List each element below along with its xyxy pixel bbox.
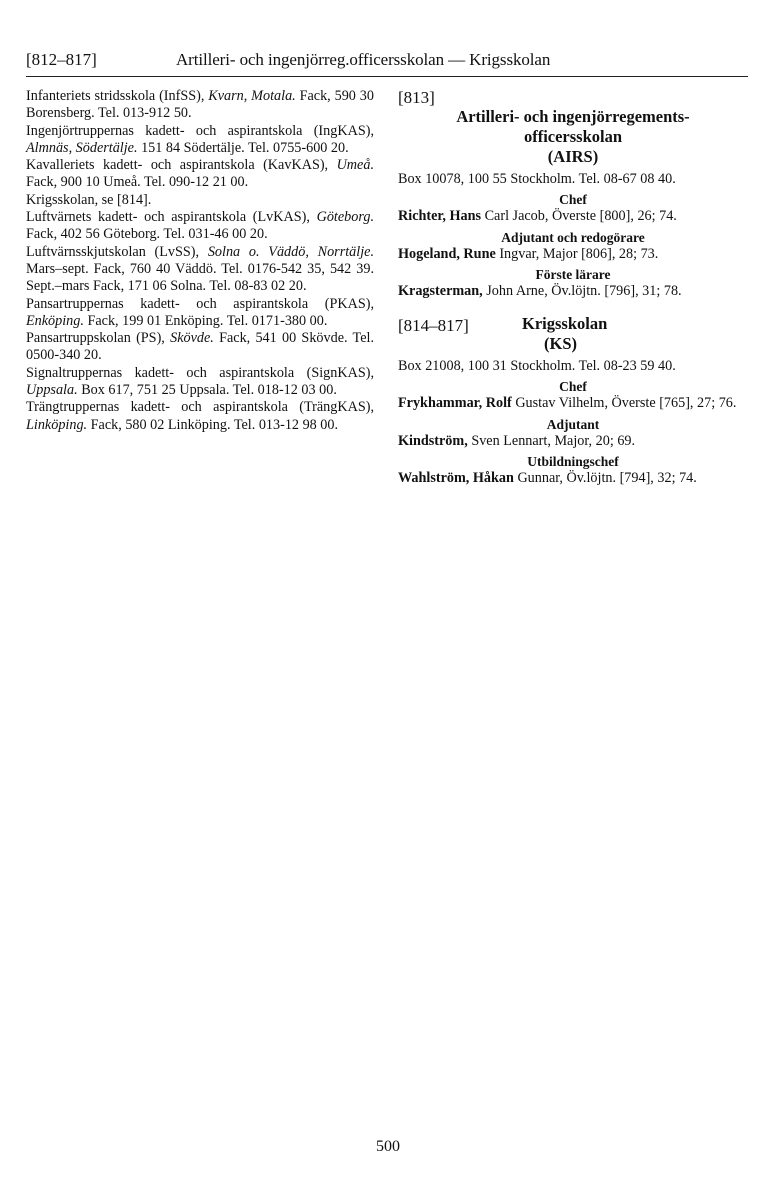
list-item: Pansartruppernas kadett- och aspirantskola (PKAS), Enköping. Fack, 199 01 Enköping. Tel. 0171-380 00.	[26, 295, 374, 329]
role-heading: Utbildningschef	[527, 454, 619, 470]
person-entry: Richter, Hans Carl Jacob, Överste [800], 26; 74.	[398, 208, 677, 225]
role-heading: Chef	[559, 379, 587, 395]
role-heading: Förste lärare	[535, 266, 611, 282]
airs-title-line1: Artilleri- och ingenjörregements-	[456, 107, 690, 126]
right-column	[398, 88, 748, 487]
ks-header	[398, 314, 748, 354]
header-title: Artilleri- och ingenjörreg.officersskolan — Krigsskolan	[176, 50, 551, 69]
list-item: Signaltruppernas kadett- och aspirantskola (SignKAS), Uppsala. Box 617, 751 25 Uppsala. Tel. 018-12 03 00.	[26, 364, 374, 399]
header-range: [812–817]	[26, 50, 97, 69]
person-entry: Kragsterman, John Arne, Öv.löjtn. [796], 31; 78.	[398, 282, 682, 299]
list-item: Pansartruppskolan (PS), Skövde. Fack, 541 00 Skövde. Tel. 0500-340 20.	[26, 330, 374, 364]
ks-address: Box 21008, 100 31 Stockholm. Tel. 08-23 59 40.	[398, 358, 676, 375]
ks-section-code: [814–817]	[398, 316, 469, 336]
list-item: Ingenjörtruppernas kadett- och aspirantskola (IngKAS), Almnäs, Södertälje. 151 84 Södertälje. Tel. 0755-600 20.	[26, 122, 374, 156]
list-item: Kavalleriets kadett- och aspirantskola (KavKAS), Umeå. Fack, 900 10 Umeå. Tel. 090-12 21 00.	[26, 157, 374, 191]
header-rule	[26, 76, 748, 77]
ks-title: Krigsskolan	[522, 314, 608, 334]
person-entry: Kindström, Sven Lennart, Major, 20; 69.	[398, 432, 636, 449]
list-item: Luftvärnsskjutskolan (LvSS), Solna o. Väddö, Norrtälje. Mars–sept. Fack, 760 40 Väddö. Tel. 0176-542 35, 542 39. Sept.–mars Fack, 171 06 Solna. Tel. 08-83 02 20.	[26, 243, 374, 295]
list-item: Infanteriets stridsskola (InfSS), Kvarn, Motala. Fack, 590 30 Borensberg. Tel. 013-912 50.	[26, 88, 374, 122]
airs-title-line2: officersskolan	[523, 127, 623, 146]
list-item: Trängtruppernas kadett- och aspirantskola (TrängKAS), Linköping. Fack, 580 02 Linköping. Tel. 013-12 98 00.	[26, 399, 374, 433]
person-entry: Frykhammar, Rolf Gustav Vilhelm, Överste [765], 27; 76.	[398, 395, 737, 412]
airs-address: Box 10078, 100 55 Stockholm. Tel. 08-67 08 40.	[398, 171, 676, 187]
role-heading: Adjutant och redogörare	[501, 229, 645, 245]
page-number: 500	[376, 1138, 400, 1155]
person-entry: Hogeland, Rune Ingvar, Major [806], 28; 73.	[398, 245, 659, 262]
airs-abbr: (AIRS)	[547, 147, 599, 166]
list-item: Krigsskolan, se [814].	[26, 191, 152, 208]
role-heading: Chef	[559, 192, 587, 208]
person-entry: Wahlström, Håkan Gunnar, Öv.löjtn. [794], 32; 74.	[398, 470, 697, 487]
ks-abbr: (KS)	[544, 334, 577, 354]
role-heading: Adjutant	[546, 416, 600, 432]
airs-section-code: [813]	[398, 88, 435, 107]
list-item: Luftvärnets kadett- och aspirantskola (LvKAS), Göteborg. Fack, 402 56 Göteborg. Tel. 031-46 00 20.	[26, 209, 374, 243]
left-column	[26, 88, 374, 434]
